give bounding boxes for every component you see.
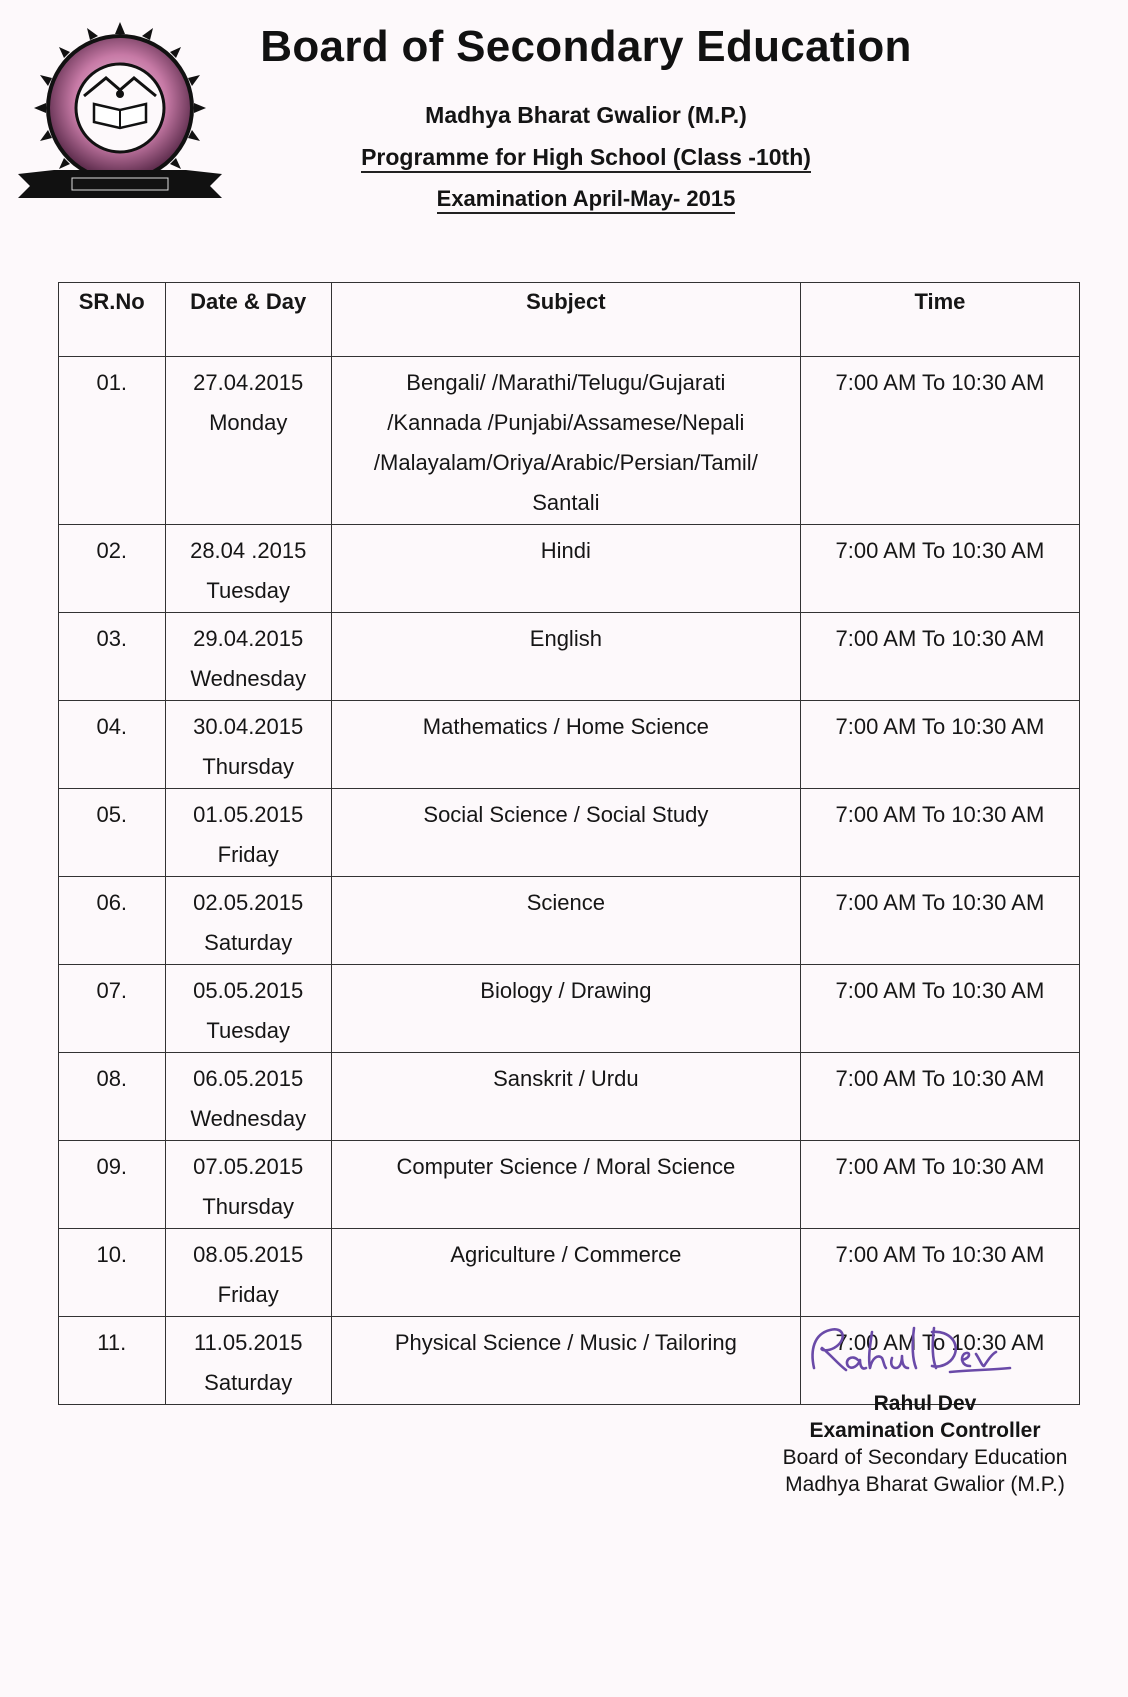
date-text: 08.05.2015 — [193, 1242, 304, 1267]
subject-cell — [331, 965, 800, 1053]
subject-cell — [331, 1141, 800, 1229]
signatory-block — [760, 1390, 1090, 1498]
column-header-date-day: Date & Day — [165, 283, 331, 357]
sr-no-cell: 09. — [59, 1141, 166, 1229]
examination-title — [246, 186, 926, 212]
date-day-cell — [165, 965, 331, 1053]
board-seal-logo-icon — [14, 20, 226, 210]
sr-no-cell: 06. — [59, 877, 166, 965]
subject-line: /Malayalam/Oriya/Arabic/Persian/Tamil/ — [373, 450, 758, 475]
column-header-sr-no: SR.No — [59, 283, 166, 357]
time-cell: 7:00 AM To 10:30 AM — [800, 1141, 1079, 1229]
subject-cell — [331, 701, 800, 789]
examination-title-text: Examination April-May- 2015 — [437, 186, 736, 214]
date-text: 28.04 .2015 — [190, 538, 307, 563]
subject-line: Agriculture / Commerce — [450, 1242, 682, 1267]
time-cell: 7:00 AM To 10:30 AM — [800, 525, 1079, 613]
day-text: Friday — [217, 842, 279, 867]
date-text: 29.04.2015 — [193, 626, 304, 651]
sr-no-cell: 03. — [59, 613, 166, 701]
table-row — [59, 613, 1080, 701]
subject-cell — [331, 789, 800, 877]
time-cell: 7:00 AM To 10:30 AM — [800, 965, 1079, 1053]
subject-line: Computer Science / Moral Science — [396, 1154, 736, 1179]
signatory-role: Examination Controller — [809, 1419, 1041, 1442]
date-day-cell — [165, 1317, 331, 1405]
signatory-organization: Board of Secondary Education — [782, 1446, 1068, 1469]
day-text: Thursday — [202, 754, 295, 779]
time-cell: 7:00 AM To 10:30 AM — [800, 789, 1079, 877]
day-text: Friday — [217, 1282, 279, 1307]
signatory-name: Rahul Dev — [873, 1392, 977, 1415]
day-text: Monday — [209, 410, 288, 435]
subject-line: Science — [526, 890, 605, 915]
day-text: Tuesday — [206, 578, 290, 603]
date-day-cell — [165, 1053, 331, 1141]
date-text: 27.04.2015 — [193, 370, 304, 395]
sr-no-cell: 02. — [59, 525, 166, 613]
table-row — [59, 357, 1080, 525]
day-text: Saturday — [204, 1370, 293, 1395]
signatory-place: Madhya Bharat Gwalior (M.P.) — [785, 1473, 1065, 1496]
subject-cell — [331, 1317, 800, 1405]
table-row — [59, 877, 1080, 965]
time-cell: 7:00 AM To 10:30 AM — [800, 1317, 1079, 1405]
board-title: Board of Secondary Education — [260, 22, 912, 71]
subject-line: /Kannada /Punjabi/Assamese/Nepali — [387, 410, 745, 435]
subject-line: Sanskrit / Urdu — [493, 1066, 639, 1091]
sr-no-cell: 04. — [59, 701, 166, 789]
sr-no-cell: 07. — [59, 965, 166, 1053]
date-day-cell — [165, 525, 331, 613]
day-text: Tuesday — [206, 1018, 290, 1043]
subject-cell — [331, 525, 800, 613]
column-header-time: Time — [800, 283, 1079, 357]
time-cell: 7:00 AM To 10:30 AM — [800, 877, 1079, 965]
table-header-row — [59, 283, 1080, 357]
table-row — [59, 701, 1080, 789]
time-cell: 7:00 AM To 10:30 AM — [800, 1229, 1079, 1317]
sr-no-cell: 01. — [59, 357, 166, 525]
time-cell: 7:00 AM To 10:30 AM — [800, 1053, 1079, 1141]
subject-line: Physical Science / Music / Tailoring — [394, 1330, 737, 1355]
time-cell: 7:00 AM To 10:30 AM — [800, 701, 1079, 789]
day-text: Wednesday — [190, 666, 307, 691]
subject-cell — [331, 1229, 800, 1317]
time-cell: 7:00 AM To 10:30 AM — [800, 357, 1079, 525]
subject-line: Social Science / Social Study — [423, 802, 709, 827]
sr-no-cell: 10. — [59, 1229, 166, 1317]
subject-line: Santali — [532, 490, 600, 515]
date-day-cell — [165, 1229, 331, 1317]
handwritten-signature — [800, 1310, 1020, 1390]
date-text: 01.05.2015 — [193, 802, 304, 827]
subject-cell — [331, 877, 800, 965]
date-text: 05.05.2015 — [193, 978, 304, 1003]
subject-cell — [331, 613, 800, 701]
date-day-cell — [165, 789, 331, 877]
subject-line: English — [529, 626, 602, 651]
date-day-cell — [165, 701, 331, 789]
table-row — [59, 789, 1080, 877]
day-text: Thursday — [202, 1194, 295, 1219]
date-text: 07.05.2015 — [193, 1154, 304, 1179]
date-day-cell — [165, 613, 331, 701]
exam-schedule-table — [58, 282, 1080, 1405]
date-day-cell — [165, 357, 331, 525]
subject-line: Bengali/ /Marathi/Telugu/Gujarati — [406, 370, 726, 395]
table-row — [59, 965, 1080, 1053]
subject-line: Hindi — [540, 538, 591, 563]
programme-title-text: Programme for High School (Class -10th) — [361, 144, 811, 173]
sr-no-cell: 08. — [59, 1053, 166, 1141]
day-text: Saturday — [204, 930, 293, 955]
date-day-cell — [165, 877, 331, 965]
table-row — [59, 1229, 1080, 1317]
board-location: Madhya Bharat Gwalior (M.P.) — [425, 102, 747, 128]
sr-no-cell: 05. — [59, 789, 166, 877]
sr-no-cell: 11. — [59, 1317, 166, 1405]
date-text: 06.05.2015 — [193, 1066, 304, 1091]
day-text: Wednesday — [190, 1106, 307, 1131]
column-header-subject: Subject — [331, 283, 800, 357]
table-row — [59, 1141, 1080, 1229]
table-row — [59, 1053, 1080, 1141]
subject-line: Biology / Drawing — [480, 978, 652, 1003]
subject-line: Mathematics / Home Science — [422, 714, 709, 739]
subject-cell — [331, 1053, 800, 1141]
date-text: 30.04.2015 — [193, 714, 304, 739]
date-text: 02.05.2015 — [193, 890, 304, 915]
time-cell: 7:00 AM To 10:30 AM — [800, 613, 1079, 701]
programme-title — [246, 144, 926, 171]
subject-cell — [331, 357, 800, 525]
date-day-cell — [165, 1141, 331, 1229]
table-row — [59, 525, 1080, 613]
date-text: 11.05.2015 — [193, 1330, 303, 1355]
